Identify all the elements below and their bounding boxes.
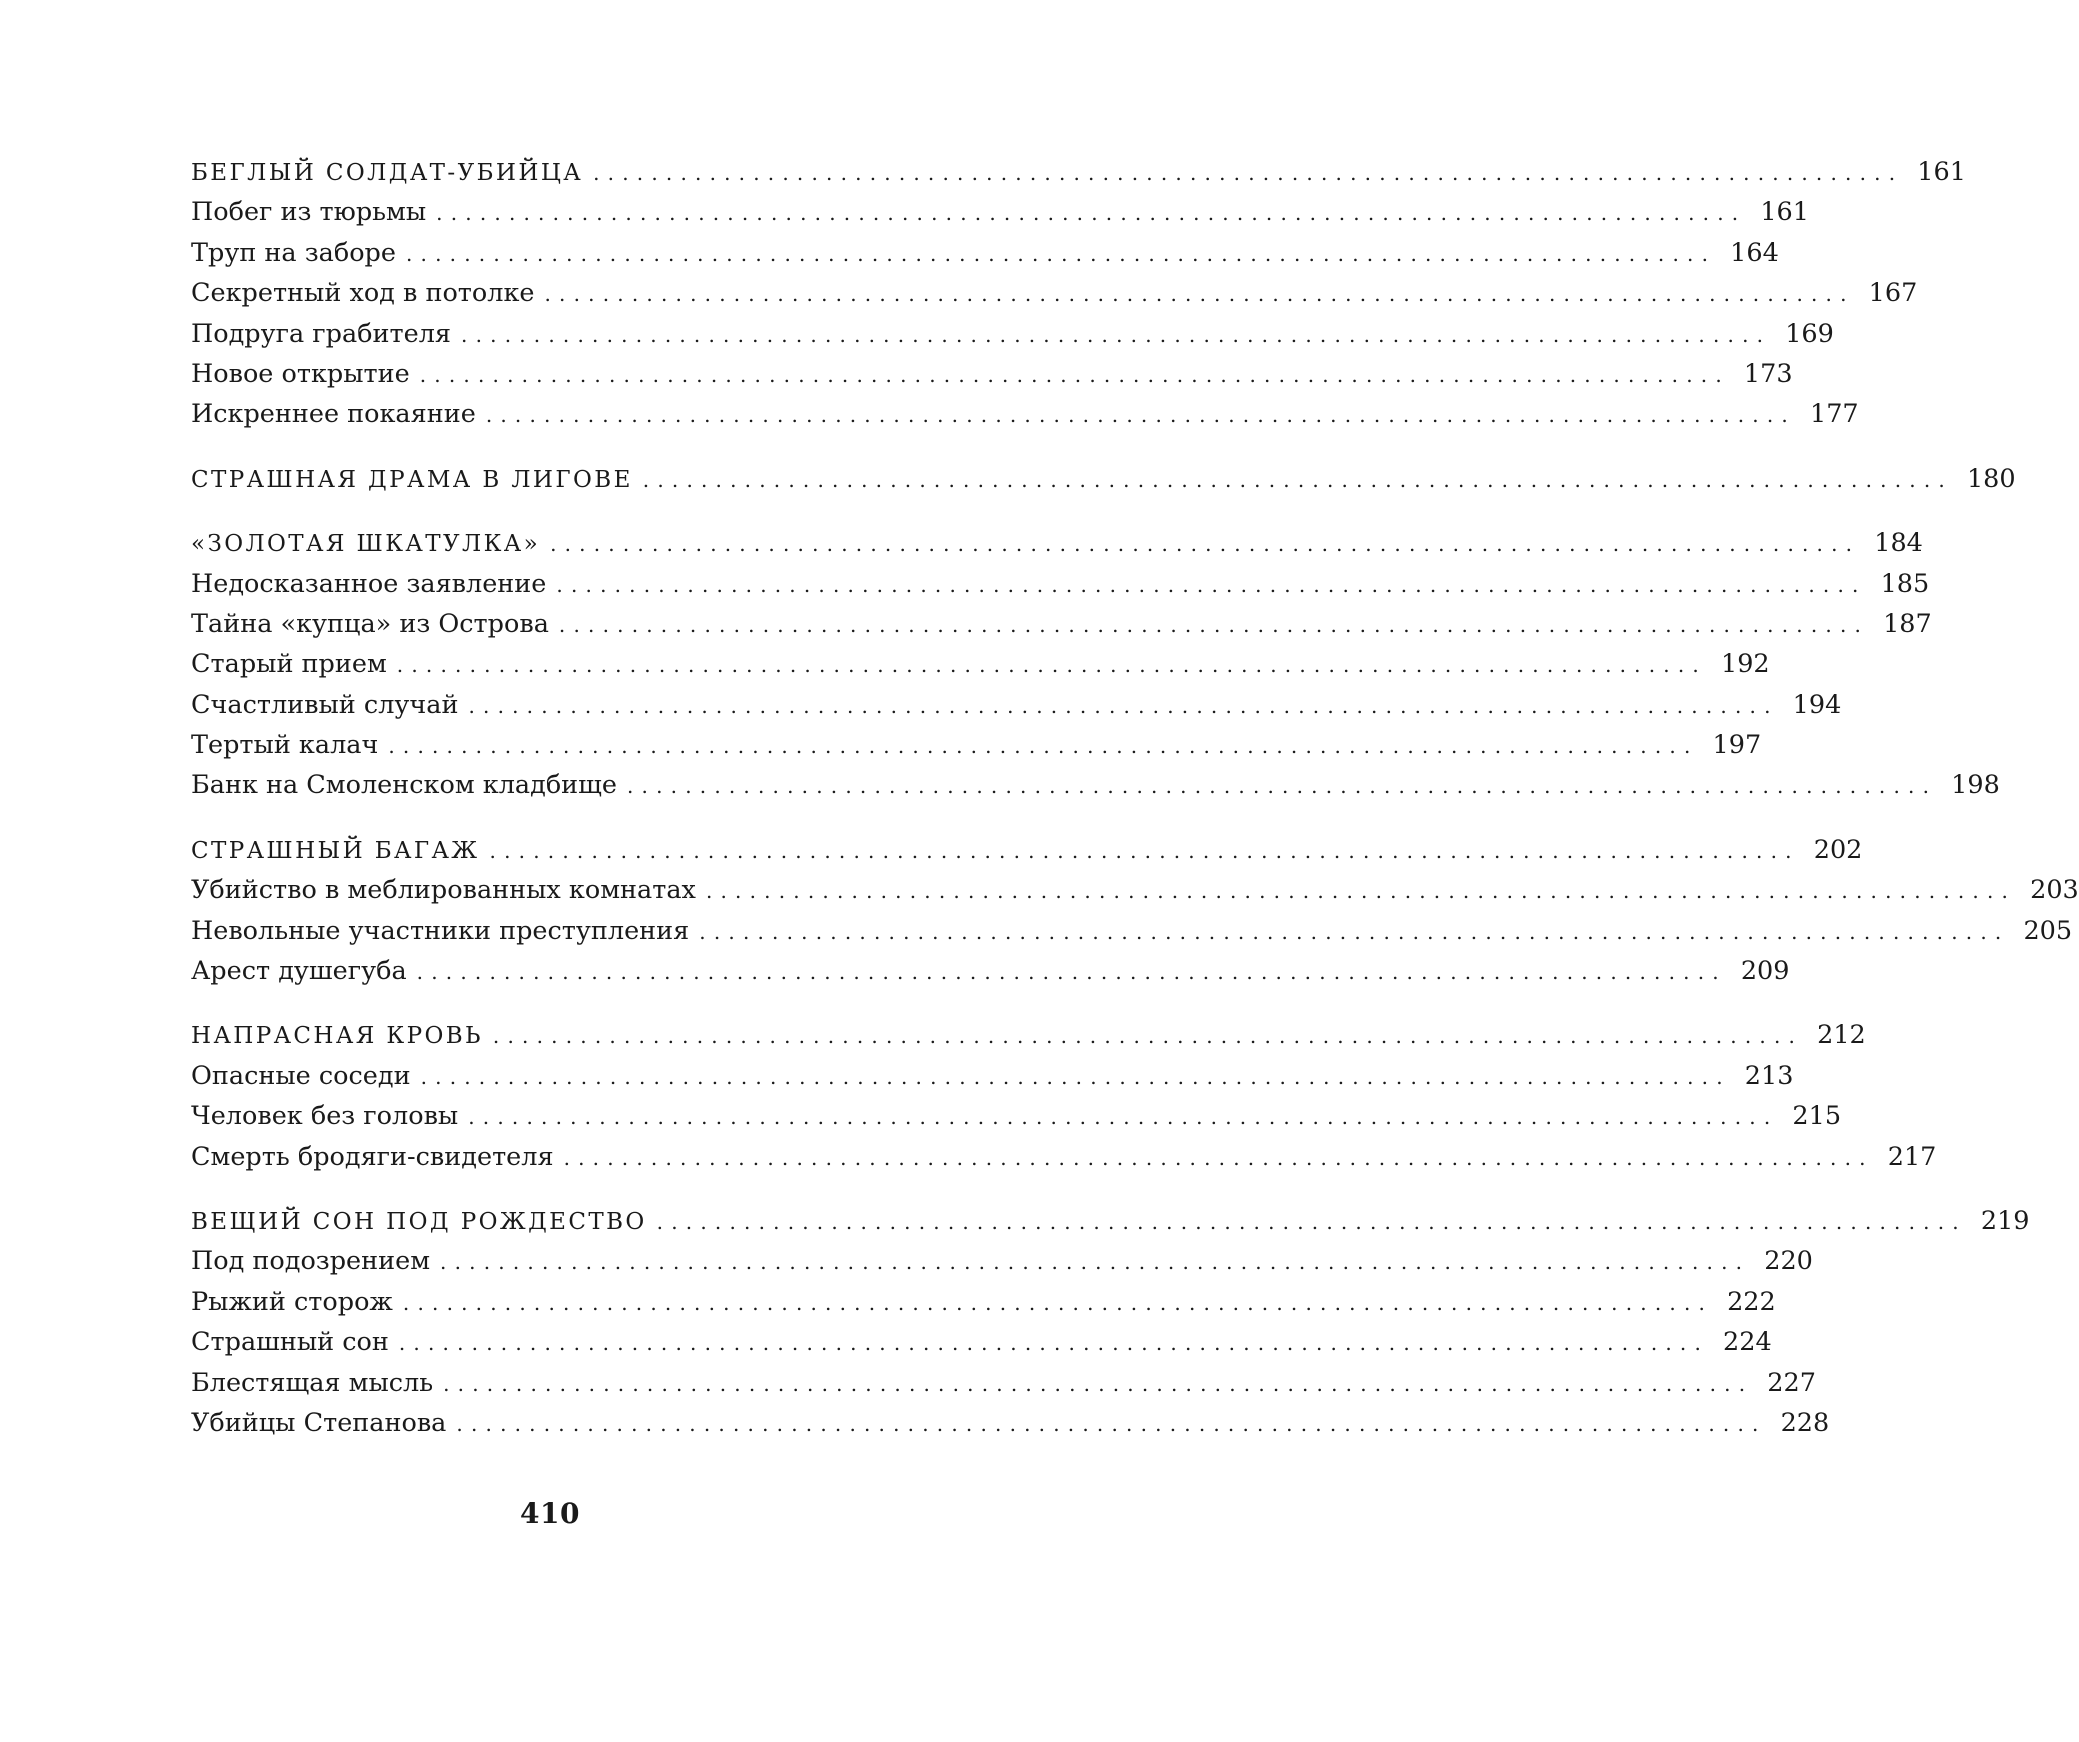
toc-entry-page: 213 — [1744, 1060, 1794, 1091]
table-of-contents — [191, 152, 2079, 1467]
toc-heading — [191, 459, 2016, 499]
dot-leader: .......................................................................................... — [396, 653, 1707, 678]
toc-entry-title: Рыжий сторож — [191, 1282, 403, 1322]
toc-entry-title: Под подозрением — [191, 1241, 440, 1281]
toc-heading — [191, 523, 1923, 563]
dot-leader: .......................................................................................... — [485, 403, 1796, 428]
toc-entry-title: Искреннее покаяние — [191, 394, 486, 434]
toc-entry — [191, 1282, 1776, 1322]
toc-section — [191, 459, 2016, 499]
toc-entry-title: Невольные участники преступления — [191, 911, 699, 951]
toc-entry — [191, 192, 1809, 232]
toc-section — [191, 1015, 1937, 1177]
toc-entry-page: 203 — [2030, 875, 2079, 906]
toc-entry-page: 197 — [1712, 730, 1762, 761]
toc-entry — [191, 273, 1918, 313]
toc-entry-title: Счастливый случай — [191, 685, 468, 725]
page-number: 410 — [520, 1497, 580, 1530]
toc-heading-title: «ЗОЛОТАЯ ШКАТУЛКА» — [191, 524, 550, 564]
toc-entry — [191, 1322, 1772, 1362]
toc-entry-title: Секретный ход в потолке — [191, 273, 545, 313]
toc-entry — [191, 1137, 1937, 1177]
toc-entry-title: Старый прием — [191, 644, 397, 684]
toc-entry-page: 161 — [1760, 197, 1809, 228]
toc-entry-page: 187 — [1883, 608, 1932, 639]
toc-heading — [191, 1015, 1866, 1055]
dot-leader: .......................................................................................... — [461, 322, 1772, 347]
toc-entry-title: Человек без головы — [191, 1096, 468, 1136]
toc-heading-page: 212 — [1817, 1020, 1866, 1051]
toc-section — [191, 830, 2079, 992]
dot-leader: .......................................................................................... — [642, 467, 1953, 492]
toc-entry — [191, 314, 1834, 354]
toc-entry-title: Убийство в меблированных комнатах — [191, 870, 706, 910]
toc-entry — [191, 951, 1790, 991]
dot-leader: .......................................................................................... — [388, 734, 1699, 759]
toc-entry-page: 224 — [1723, 1327, 1772, 1358]
toc-heading-title: ВЕЩИЙ СОН ПОД РОЖДЕСТВО — [191, 1202, 657, 1242]
toc-entry-page: 220 — [1764, 1246, 1813, 1277]
dot-leader: .......................................................................................... — [468, 1105, 1779, 1130]
toc-entry-page: 192 — [1720, 649, 1770, 680]
dot-leader: .......................................................................................... — [398, 1331, 1710, 1356]
dot-leader: .......................................................................................... — [456, 1411, 1767, 1436]
toc-entry-page: 194 — [1792, 689, 1842, 720]
dot-leader: .......................................................................................... — [550, 532, 1861, 557]
toc-heading-page: 219 — [1980, 1205, 2030, 1236]
dot-leader: .......................................................................................... — [416, 960, 1727, 985]
toc-entry — [191, 685, 1842, 725]
toc-entry — [191, 1096, 1842, 1136]
toc-entry — [191, 233, 1779, 273]
dot-leader: .......................................................................................... — [492, 1024, 1804, 1049]
dot-leader: .......................................................................................... — [563, 1145, 1874, 1170]
dot-leader: .......................................................................................... — [419, 362, 1730, 387]
toc-entry — [191, 1056, 1794, 1096]
dot-leader: .......................................................................................... — [440, 1250, 1751, 1275]
toc-entry — [191, 1363, 1816, 1403]
dot-leader: .......................................................................................... — [593, 161, 1904, 185]
dot-leader: .......................................................................................... — [705, 879, 2017, 904]
toc-entry — [191, 1403, 1830, 1443]
dot-leader: .......................................................................................... — [405, 241, 1717, 266]
toc-section — [191, 152, 1966, 435]
dot-leader: .......................................................................................... — [558, 612, 1870, 637]
toc-heading-page: 202 — [1813, 834, 1863, 865]
toc-heading-title: НАПРАСНАЯ КРОВЬ — [191, 1016, 493, 1056]
toc-heading-page: 161 — [1917, 157, 1966, 187]
toc-heading — [191, 1201, 2030, 1241]
toc-section — [191, 523, 2000, 806]
toc-entry-page: 209 — [1740, 956, 1790, 987]
toc-entry-title: Арест душегуба — [191, 951, 417, 991]
toc-entry-page: 217 — [1887, 1141, 1937, 1172]
dot-leader: .......................................................................................... — [556, 572, 1867, 597]
toc-entry — [191, 604, 1932, 644]
toc-entry-page: 185 — [1880, 568, 1930, 599]
toc-entry-page: 169 — [1785, 318, 1834, 349]
dot-leader: .......................................................................................... — [626, 774, 1938, 799]
toc-entry — [191, 354, 1793, 394]
toc-entry-page: 164 — [1730, 237, 1779, 268]
toc-entry — [191, 1241, 1813, 1281]
toc-entry-title: Блестящая мысль — [191, 1363, 443, 1403]
dot-leader: .......................................................................................... — [436, 201, 1747, 226]
toc-entry-page: 205 — [2023, 915, 2073, 946]
toc-entry — [191, 564, 1930, 604]
toc-entry-title: Недосказанное заявление — [191, 564, 556, 604]
toc-heading-title: БЕГЛЫЙ СОЛДАТ-УБИЙЦА — [191, 153, 593, 193]
dot-leader: .......................................................................................... — [489, 838, 1800, 863]
toc-entry-title: Труп на заборе — [191, 233, 406, 273]
toc-heading-title: СТРАШНЫЙ БАГАЖ — [191, 831, 490, 871]
toc-entry-page: 227 — [1767, 1367, 1816, 1398]
toc-entry — [191, 394, 1859, 434]
toc-entry-title: Побег из тюрьмы — [191, 192, 436, 232]
toc-entry-page: 173 — [1743, 358, 1793, 389]
toc-entry — [191, 765, 2000, 805]
toc-entry-page: 167 — [1868, 278, 1918, 309]
toc-entry-page: 177 — [1809, 399, 1859, 430]
toc-entry — [191, 644, 1770, 684]
dot-leader: .......................................................................................... — [402, 1290, 1714, 1315]
toc-heading-page: 180 — [1966, 463, 2016, 494]
toc-entry-page: 215 — [1792, 1101, 1842, 1132]
toc-entry-title: Тайна «купца» из Острова — [191, 604, 559, 644]
toc-heading-page: 184 — [1874, 528, 1923, 559]
toc-entry — [191, 911, 2073, 951]
dot-leader: .......................................................................................... — [468, 693, 1779, 718]
dot-leader: .......................................................................................... — [544, 282, 1855, 307]
dot-leader: .......................................................................................... — [443, 1371, 1754, 1396]
toc-entry-title: Новое открытие — [191, 354, 420, 394]
toc-entry-title: Тертый калач — [191, 725, 388, 765]
toc-heading-title: СТРАШНАЯ ДРАМА В ЛИГОВЕ — [191, 460, 643, 500]
toc-entry-title: Подруга грабителя — [191, 314, 461, 354]
dot-leader: .......................................................................................... — [699, 919, 2010, 944]
dot-leader: .......................................................................................... — [420, 1064, 1731, 1089]
toc-entry — [191, 870, 2079, 910]
toc-entry-title: Банк на Смоленском кладбище — [191, 765, 627, 805]
toc-entry-page: 222 — [1727, 1286, 1776, 1317]
toc-entry-title: Страшный сон — [191, 1322, 399, 1362]
toc-entry — [191, 725, 1762, 765]
dot-leader: .......................................................................................... — [656, 1209, 1967, 1234]
toc-section — [191, 1201, 2030, 1443]
toc-heading — [191, 152, 1966, 192]
toc-entry-title: Смерть бродяги-свидетеля — [191, 1137, 564, 1177]
toc-heading — [191, 830, 1863, 870]
toc-entry-page: 228 — [1780, 1407, 1830, 1438]
toc-entry-page: 198 — [1951, 770, 2000, 801]
toc-entry-title: Опасные соседи — [191, 1056, 421, 1096]
toc-entry-title: Убийцы Степанова — [191, 1403, 456, 1443]
